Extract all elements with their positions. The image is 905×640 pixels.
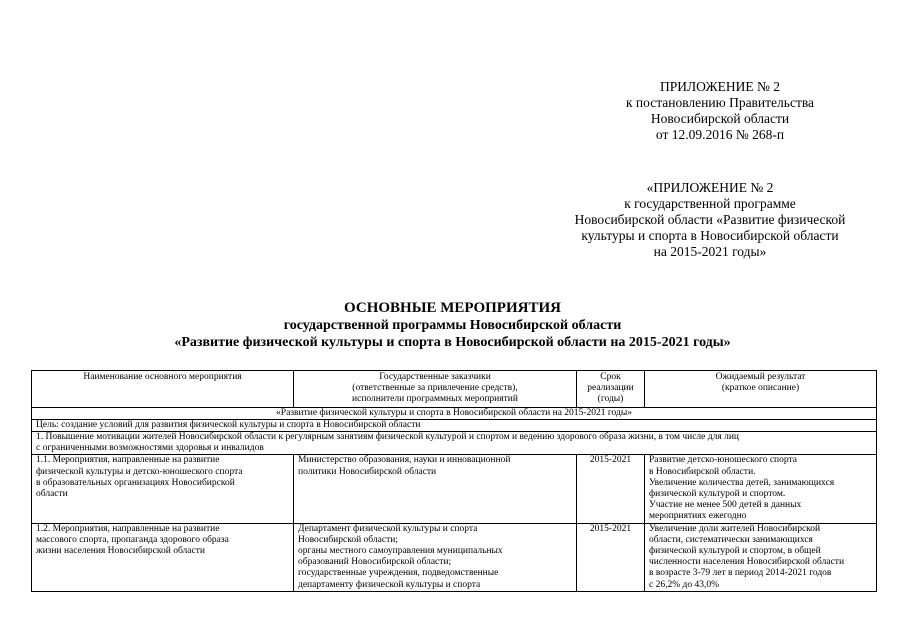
program-name-cell: «Развитие физической культуры и спорта в Новосибирской области на 2015-2021 годы» bbox=[32, 407, 877, 419]
header-term: Срок реализации (годы) bbox=[577, 371, 645, 408]
table-row bbox=[32, 455, 877, 523]
task-row bbox=[32, 432, 877, 455]
measures-table bbox=[31, 370, 877, 592]
appendix-line: на 2015-2021 годы» bbox=[653, 244, 767, 259]
title-program: государственной программы Новосибирской области bbox=[283, 318, 622, 333]
goal-cell: Цель: создание условий для развития физической культуры и спорта в Новосибирской области bbox=[32, 419, 877, 431]
term-cell: 2015-2021 bbox=[577, 523, 645, 591]
appendix-line: к постановлению Правительства bbox=[625, 95, 815, 110]
appendix-decree-header bbox=[595, 79, 845, 143]
title-program-name: «Развитие физической культуры и спорта в Новосибирской области на 2015-2021 годы» bbox=[174, 335, 731, 350]
goal-row bbox=[32, 419, 877, 431]
appendix-line: Новосибирской области «Развитие физической bbox=[574, 212, 846, 227]
appendix-program-header bbox=[545, 180, 875, 260]
measure-name-cell: 1.1. Мероприятия, направленные на развитие физической культуры и детско-юношеского спорта в образовательных организациях Новосибирской области bbox=[32, 455, 294, 523]
appendix-line: к государственной программе bbox=[624, 196, 796, 211]
title-main: ОСНОВНЫЕ МЕРОПРИЯТИЯ bbox=[344, 300, 561, 316]
table-row bbox=[32, 523, 877, 591]
result-cell: Увеличение доли жителей Новосибирской области, систематически занимающихся физической культурой и спортом, в общей численности населения Новосибирской области в возрасте 3-79 лет в период 2014-2021 годов с 26,2% до 43,0% bbox=[645, 523, 877, 591]
header-result: Ожидаемый результат (краткое описание) bbox=[645, 371, 877, 408]
header-customers: Государственные заказчики (ответственные за привлечение средств), исполнители программных мероприятий bbox=[294, 371, 577, 408]
customers-cell: Министерство образования, науки и инновационной политики Новосибирской области bbox=[294, 455, 577, 523]
appendix-line: культуры и спорта в Новосибирской области bbox=[581, 228, 839, 243]
customers-cell: Департамент физической культуры и спорта Новосибирской области; органы местного самоуправления муниципальных образований Новосибирской области; государственные учреждения, подведомственные департаменту физической культуры и спорта bbox=[294, 523, 577, 591]
task-cell: 1. Повышение мотивации жителей Новосибирской области к регулярным занятиям физической культурой и спортом и ведению здорового образа жизни, в том числе для лиц с ограниченными возможностями здоровья и инвалидов bbox=[32, 432, 877, 455]
measure-name-cell: 1.2. Мероприятия, направленные на развитие массового спорта, пропаганда здорового образа жизни населения Новосибирской области bbox=[32, 523, 294, 591]
appendix-line: от 12.09.2016 № 268-п bbox=[655, 127, 785, 142]
result-cell: Развитие детско-юношеского спорта в Новосибирской области. Увеличение количества детей, занимающихся физической культурой и спортом. Участие не менее 500 детей в данных мероприятиях ежегодно bbox=[645, 455, 877, 523]
term-cell: 2015-2021 bbox=[577, 455, 645, 523]
document-title bbox=[60, 299, 845, 351]
appendix-line: Новосибирской области bbox=[650, 111, 790, 126]
appendix-line: ПРИЛОЖЕНИЕ № 2 bbox=[659, 79, 781, 94]
program-row bbox=[32, 407, 877, 419]
appendix-line: «ПРИЛОЖЕНИЕ № 2 bbox=[646, 180, 774, 195]
header-measure-name: Наименование основного мероприятия bbox=[32, 371, 294, 408]
table-header-row bbox=[32, 371, 877, 408]
